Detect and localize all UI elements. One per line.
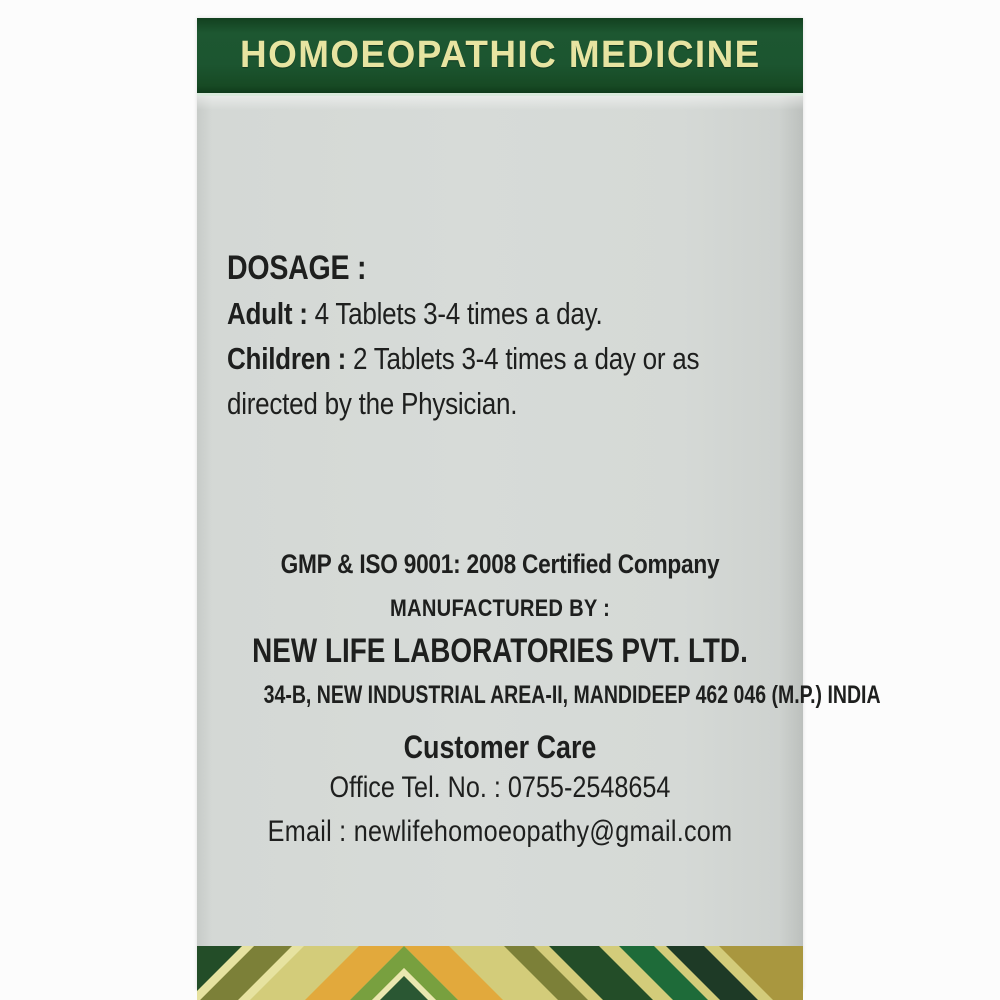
label-panel: [197, 96, 881, 946]
customer-care-phone: Office Tel. No. : 0755-2548654: [329, 771, 671, 804]
dosage-section: [227, 246, 765, 426]
dosage-children-label: Children :: [227, 341, 353, 376]
top-banner: [197, 18, 803, 96]
certification-line: GMP & ISO 9001: 2008 Certified Company: [280, 549, 720, 579]
dosage-adult-line: [227, 291, 765, 336]
customer-care-heading: Customer Care: [403, 729, 597, 765]
dosage-heading: DOSAGE :: [227, 249, 367, 287]
manufacturer-address: 34-B, NEW INDUSTRIAL AREA-II, MANDIDEEP 462 046 (M.P.) INDIA: [263, 681, 881, 709]
dosage-adult-label: Adult :: [227, 296, 315, 331]
manufacturer-name: NEW LIFE LABORATORIES PVT. LTD.: [252, 632, 748, 670]
chevron-pattern-band: [197, 946, 803, 1000]
customer-care-email: Email : newlifehomoeopathy@gmail.com: [267, 815, 733, 848]
medicine-box-back-panel: [197, 18, 881, 990]
chevron-pattern-svg: [197, 946, 803, 1000]
dosage-children-continuation: directed by the Physician.: [227, 386, 518, 421]
banner-title: HOMOEOPATHIC MEDICINE: [239, 34, 761, 76]
dosage-children-text: 2 Tablets 3-4 times a day or as: [352, 341, 700, 376]
manufactured-by-heading: MANUFACTURED BY :: [389, 595, 611, 622]
dosage-adult-text: 4 Tablets 3-4 times a day.: [314, 296, 603, 331]
dosage-children-line: [227, 336, 765, 381]
